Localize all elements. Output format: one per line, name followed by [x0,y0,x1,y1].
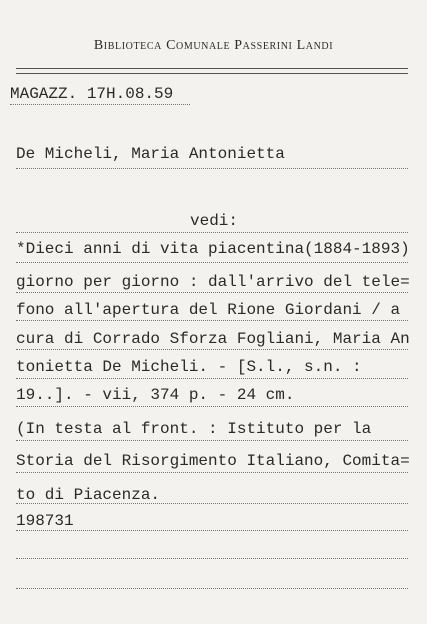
blank-rule-2 [16,588,408,589]
inventory-rule [16,530,408,531]
shelfmark: MAGAZZ. 17H.08.59 [10,85,174,103]
library-header: Biblioteca Comunale Passerini Landi [93,38,334,53]
entry-rule-5 [16,378,408,379]
entry-rule-4 [16,349,408,350]
see-reference: vedi: [190,212,239,230]
entry-line-1: *Dieci anni di vita piacentina(1884-1893) [16,240,410,258]
entry-rule-6 [16,406,408,407]
entry-rule-3 [16,320,408,321]
entry-line-4: cura di Corrado Sforza Fogliani, Maria An [16,330,410,348]
author-heading: De Micheli, Maria Antonietta [16,145,285,163]
entry-rule-9 [16,503,408,504]
entry-line-9: to di Piacenza. [16,486,161,504]
blank-rule-1 [16,558,408,559]
entry-rule-7 [16,440,408,441]
see-rule [16,232,408,233]
shelfmark-underline [10,104,190,105]
entry-rule-8 [16,472,408,473]
author-rule [16,168,408,169]
entry-rule-1 [16,262,408,263]
entry-line-5: tonietta De Micheli. - [S.l., s.n. : [16,358,362,376]
entry-line-7: (In testa al front. : Istituto per la [16,420,372,438]
entry-rule-2 [16,292,408,293]
entry-line-2: giorno per giorno : dall'arrivo del tele= [16,273,410,291]
header-double-rule [16,68,408,74]
entry-line-6: 19..]. - vii, 374 p. - 24 cm. [16,386,295,404]
entry-line-8: Storia del Risorgimento Italiano, Comita= [16,452,410,470]
entry-line-3: fono all'apertura del Rione Giordani / a [16,301,401,319]
inventory-number: 198731 [16,512,74,530]
